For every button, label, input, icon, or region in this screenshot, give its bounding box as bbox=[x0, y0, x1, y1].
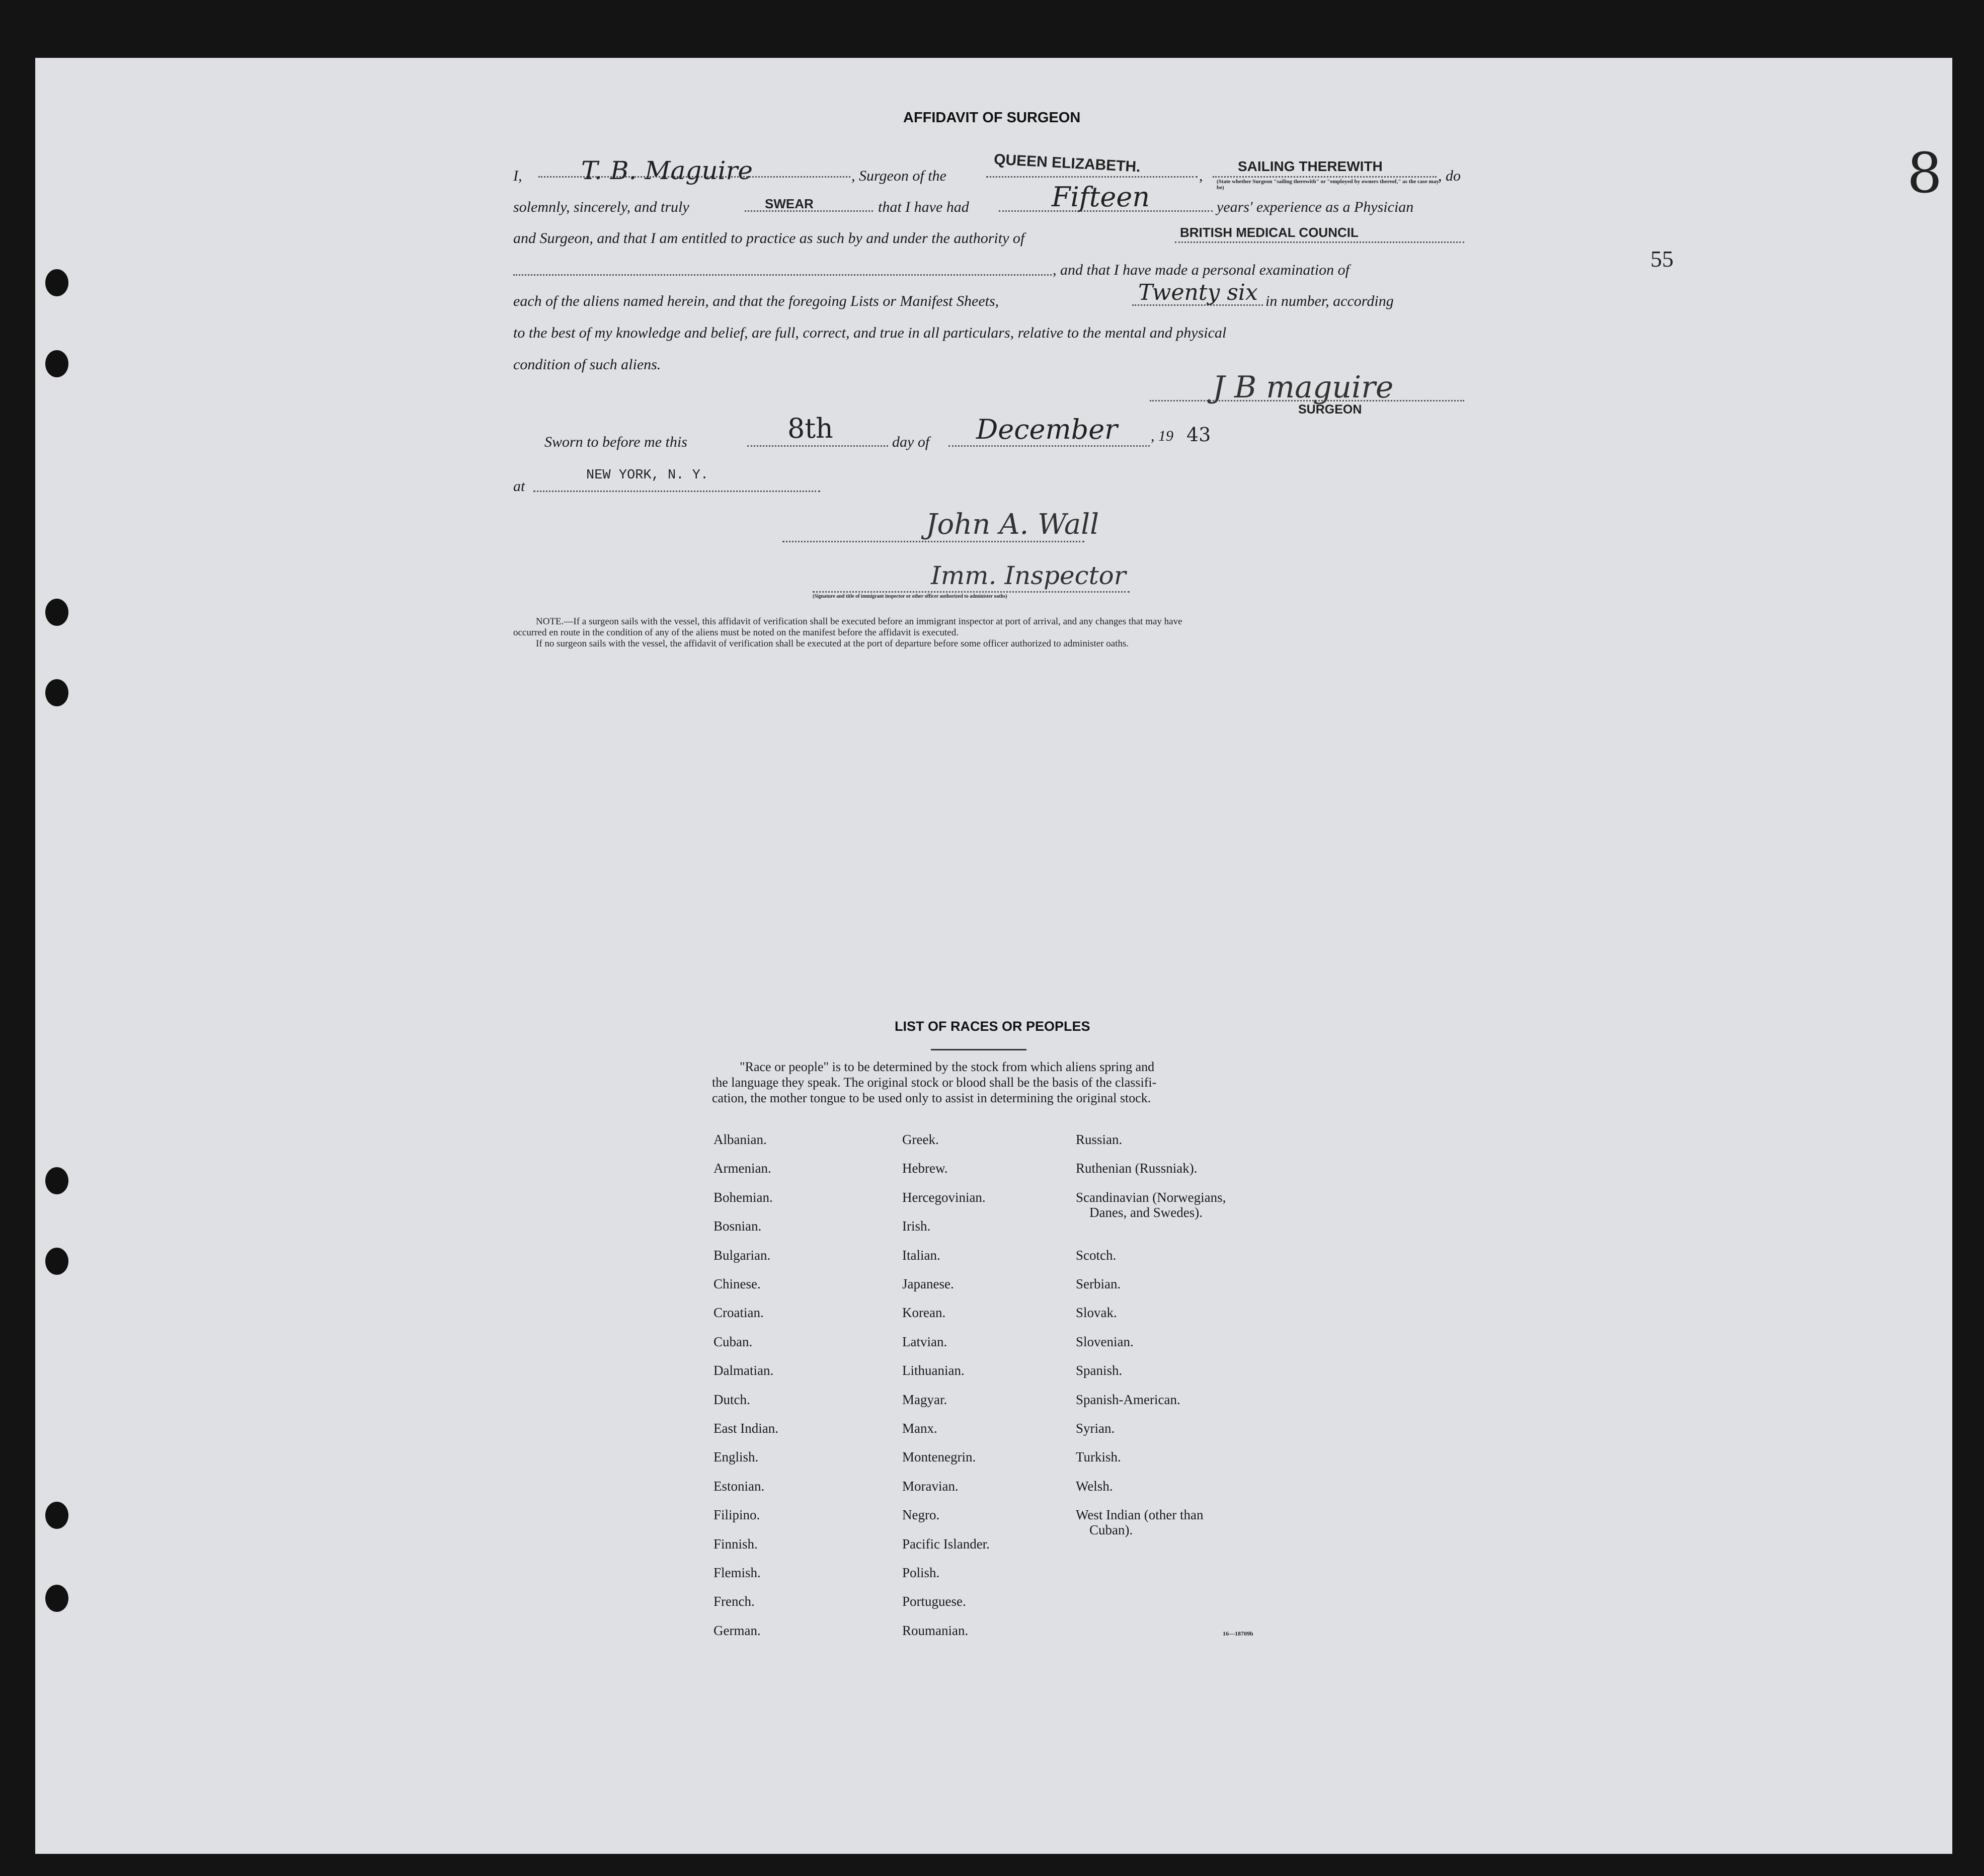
note bbox=[513, 616, 1464, 649]
race-item: Moravian. bbox=[902, 1479, 959, 1494]
month-line bbox=[948, 445, 1150, 447]
sheets-value: Twenty six bbox=[1138, 280, 1258, 305]
race-item: Scandinavian (Norwegians, bbox=[1076, 1190, 1226, 1205]
margin-mark: 8 bbox=[1907, 141, 1942, 205]
surgeon-name: T. B. Maguire bbox=[581, 156, 753, 185]
race-item: Dalmatian. bbox=[713, 1363, 774, 1378]
race-item: Lithuanian. bbox=[902, 1363, 965, 1378]
race-item: Danes, and Swedes). bbox=[1089, 1205, 1203, 1220]
race-item: Korean. bbox=[902, 1305, 946, 1320]
race-item: Hebrew. bbox=[902, 1161, 948, 1176]
punch-hole bbox=[45, 679, 68, 706]
race-item: English. bbox=[713, 1449, 759, 1464]
race-item: Russian. bbox=[1076, 1132, 1123, 1147]
punch-hole bbox=[45, 269, 68, 296]
surgeon-of-label: , Surgeon of the bbox=[851, 168, 946, 184]
ship-name: QUEEN ELIZABETH. bbox=[993, 151, 1141, 176]
sailing-line bbox=[1213, 176, 1437, 178]
punch-hole bbox=[45, 599, 68, 626]
ship-line bbox=[986, 176, 1198, 178]
sworn-label: Sworn to before me this bbox=[544, 434, 687, 450]
races-intro-line-2: the language they speak. The original stock or blood shall be the basis of the classifi- bbox=[712, 1075, 1157, 1090]
month-value: December bbox=[976, 414, 1118, 445]
inspector-title-line bbox=[813, 591, 1130, 593]
examination-label: , and that I have made a personal examination of bbox=[1053, 262, 1350, 278]
years-value: Fifteen bbox=[1052, 181, 1150, 213]
race-item: Montenegrin. bbox=[902, 1449, 976, 1464]
race-item: Japanese. bbox=[902, 1276, 954, 1291]
year-value: 43 bbox=[1186, 424, 1211, 446]
race-item: Ruthenian (Russniak). bbox=[1076, 1161, 1198, 1176]
race-item: Cuban. bbox=[713, 1334, 753, 1349]
practice-label: and Surgeon, and that I am entitled to practice as such by and under the authority of bbox=[513, 230, 1025, 247]
sheets-label: each of the aliens named herein, and that the foregoing Lists or Manifest Sheets, bbox=[513, 293, 999, 309]
races-title-rule bbox=[931, 1049, 1026, 1050]
race-item: Bulgarian. bbox=[713, 1248, 771, 1263]
experience-label: years' experience as a Physician bbox=[1217, 199, 1414, 215]
surgeon-signature: J B maguire bbox=[1213, 370, 1394, 405]
knowledge-label: to the best of my knowledge and belief, are full, correct, and true in all particulars, relative to the mental and physical bbox=[513, 324, 1227, 341]
note-line-3: If no surgeon sails with the vessel, the affidavit of verification shall be executed at the port of departure before some officer authorized to administer oaths. bbox=[536, 638, 1129, 649]
punch-hole bbox=[45, 1167, 68, 1194]
race-item: West Indian (other than bbox=[1076, 1507, 1204, 1522]
race-item: Irish. bbox=[902, 1218, 931, 1234]
sailing-note: (State whether Surgeon "sailing therewith" or "employed by owners thereof," as the case may be) bbox=[1217, 179, 1439, 191]
inspector-title: Imm. Inspector bbox=[931, 561, 1126, 590]
race-item: Hercegovinian. bbox=[902, 1190, 986, 1205]
race-item: Croatian. bbox=[713, 1305, 764, 1320]
race-item: Manx. bbox=[902, 1421, 937, 1436]
race-item: Slovak. bbox=[1076, 1305, 1117, 1320]
race-item: Bosnian. bbox=[713, 1218, 762, 1234]
race-item: Flemish. bbox=[713, 1565, 761, 1580]
place-value: NEW YORK, N. Y. bbox=[586, 468, 709, 483]
inspector-sig-line bbox=[782, 541, 1084, 542]
race-item: Italian. bbox=[902, 1248, 940, 1263]
sailing-stamp: SAILING THEREWITH bbox=[1238, 158, 1383, 174]
race-item: Armenian. bbox=[713, 1161, 771, 1176]
solemnly-label: solemnly, sincerely, and truly bbox=[513, 199, 689, 215]
race-item: Estonian. bbox=[713, 1479, 765, 1494]
race-item: Albanian. bbox=[713, 1132, 767, 1147]
affidavit-title: AFFIDAVIT OF SURGEON bbox=[903, 110, 1081, 126]
race-item: Bohemian. bbox=[713, 1190, 773, 1205]
inspector-signature: John A. Wall bbox=[926, 508, 1099, 541]
punch-hole bbox=[45, 1502, 68, 1529]
race-item: Spanish. bbox=[1076, 1363, 1123, 1378]
race-item: Roumanian. bbox=[902, 1623, 969, 1638]
race-item: Magyar. bbox=[902, 1392, 947, 1407]
punch-hole bbox=[45, 1585, 68, 1612]
race-item: Syrian. bbox=[1076, 1421, 1115, 1436]
race-item: Portuguese. bbox=[902, 1594, 966, 1609]
race-item: Scotch. bbox=[1076, 1248, 1117, 1263]
authority-line bbox=[1175, 241, 1464, 243]
condition-label: condition of such aliens. bbox=[513, 356, 661, 373]
page-number: 55 bbox=[1650, 246, 1674, 272]
at-label: at bbox=[513, 478, 525, 495]
race-item: Welsh. bbox=[1076, 1479, 1113, 1494]
races-intro bbox=[712, 1059, 1156, 1106]
day-value: 8th bbox=[787, 413, 833, 444]
race-item: East Indian. bbox=[713, 1421, 778, 1436]
race-item: Chinese. bbox=[713, 1276, 761, 1291]
race-item: Serbian. bbox=[1076, 1276, 1121, 1291]
authority-stamp: BRITISH MEDICAL COUNCIL bbox=[1180, 225, 1359, 240]
race-item: Latvian. bbox=[902, 1334, 947, 1349]
race-item: German. bbox=[713, 1623, 761, 1638]
race-item: Spanish-American. bbox=[1076, 1392, 1180, 1407]
races-intro-line-3: cation, the mother tongue to be used only to assist in determining the original stock. bbox=[712, 1091, 1151, 1105]
race-item: Turkish. bbox=[1076, 1449, 1121, 1464]
have-had-label: that I have had bbox=[878, 199, 969, 215]
race-item: Negro. bbox=[902, 1507, 940, 1522]
race-item: Slovenian. bbox=[1076, 1334, 1134, 1349]
year-prefix: , 19 bbox=[1151, 428, 1173, 444]
place-line bbox=[533, 491, 820, 492]
race-item: Filipino. bbox=[713, 1507, 760, 1522]
day-of-label: day of bbox=[892, 434, 930, 450]
race-item: Dutch. bbox=[713, 1392, 750, 1407]
form-code: 16—18709b bbox=[1223, 1630, 1253, 1637]
day-line bbox=[747, 445, 888, 447]
punch-hole bbox=[45, 1248, 68, 1275]
i-label: I, bbox=[513, 168, 522, 184]
races-intro-line-1: "Race or people" is to be determined by the stock from which aliens spring and bbox=[740, 1059, 1155, 1074]
race-item: French. bbox=[713, 1594, 755, 1609]
race-item: Pacific Islander. bbox=[902, 1536, 990, 1552]
in-number-label: in number, according bbox=[1265, 293, 1394, 309]
inspector-caption: (Signature and title of immigrant inspector or other officer authorized to administer oaths) bbox=[813, 594, 1007, 599]
surgeon-label: SURGEON bbox=[1298, 402, 1362, 417]
race-item: Polish. bbox=[902, 1565, 940, 1580]
oath-stamp: SWEAR bbox=[765, 196, 814, 211]
race-item: Cuban). bbox=[1089, 1522, 1133, 1537]
punch-hole bbox=[45, 350, 68, 377]
do-label: , do bbox=[1438, 168, 1461, 184]
race-item: Finnish. bbox=[713, 1536, 758, 1552]
races-title: LIST OF RACES OR PEOPLES bbox=[895, 1019, 1090, 1034]
authority-line-2 bbox=[513, 274, 1052, 276]
note-line-1: NOTE.—If a surgeon sails with the vessel, this affidavit of verification shall be executed before an immigrant inspector at port of arrival, and any changes that may have bbox=[536, 616, 1182, 627]
note-line-2: occurred en route in the condition of any of the aliens must be noted on the manifest before the affidavit is executed. bbox=[513, 627, 959, 638]
race-item: Greek. bbox=[902, 1132, 939, 1147]
